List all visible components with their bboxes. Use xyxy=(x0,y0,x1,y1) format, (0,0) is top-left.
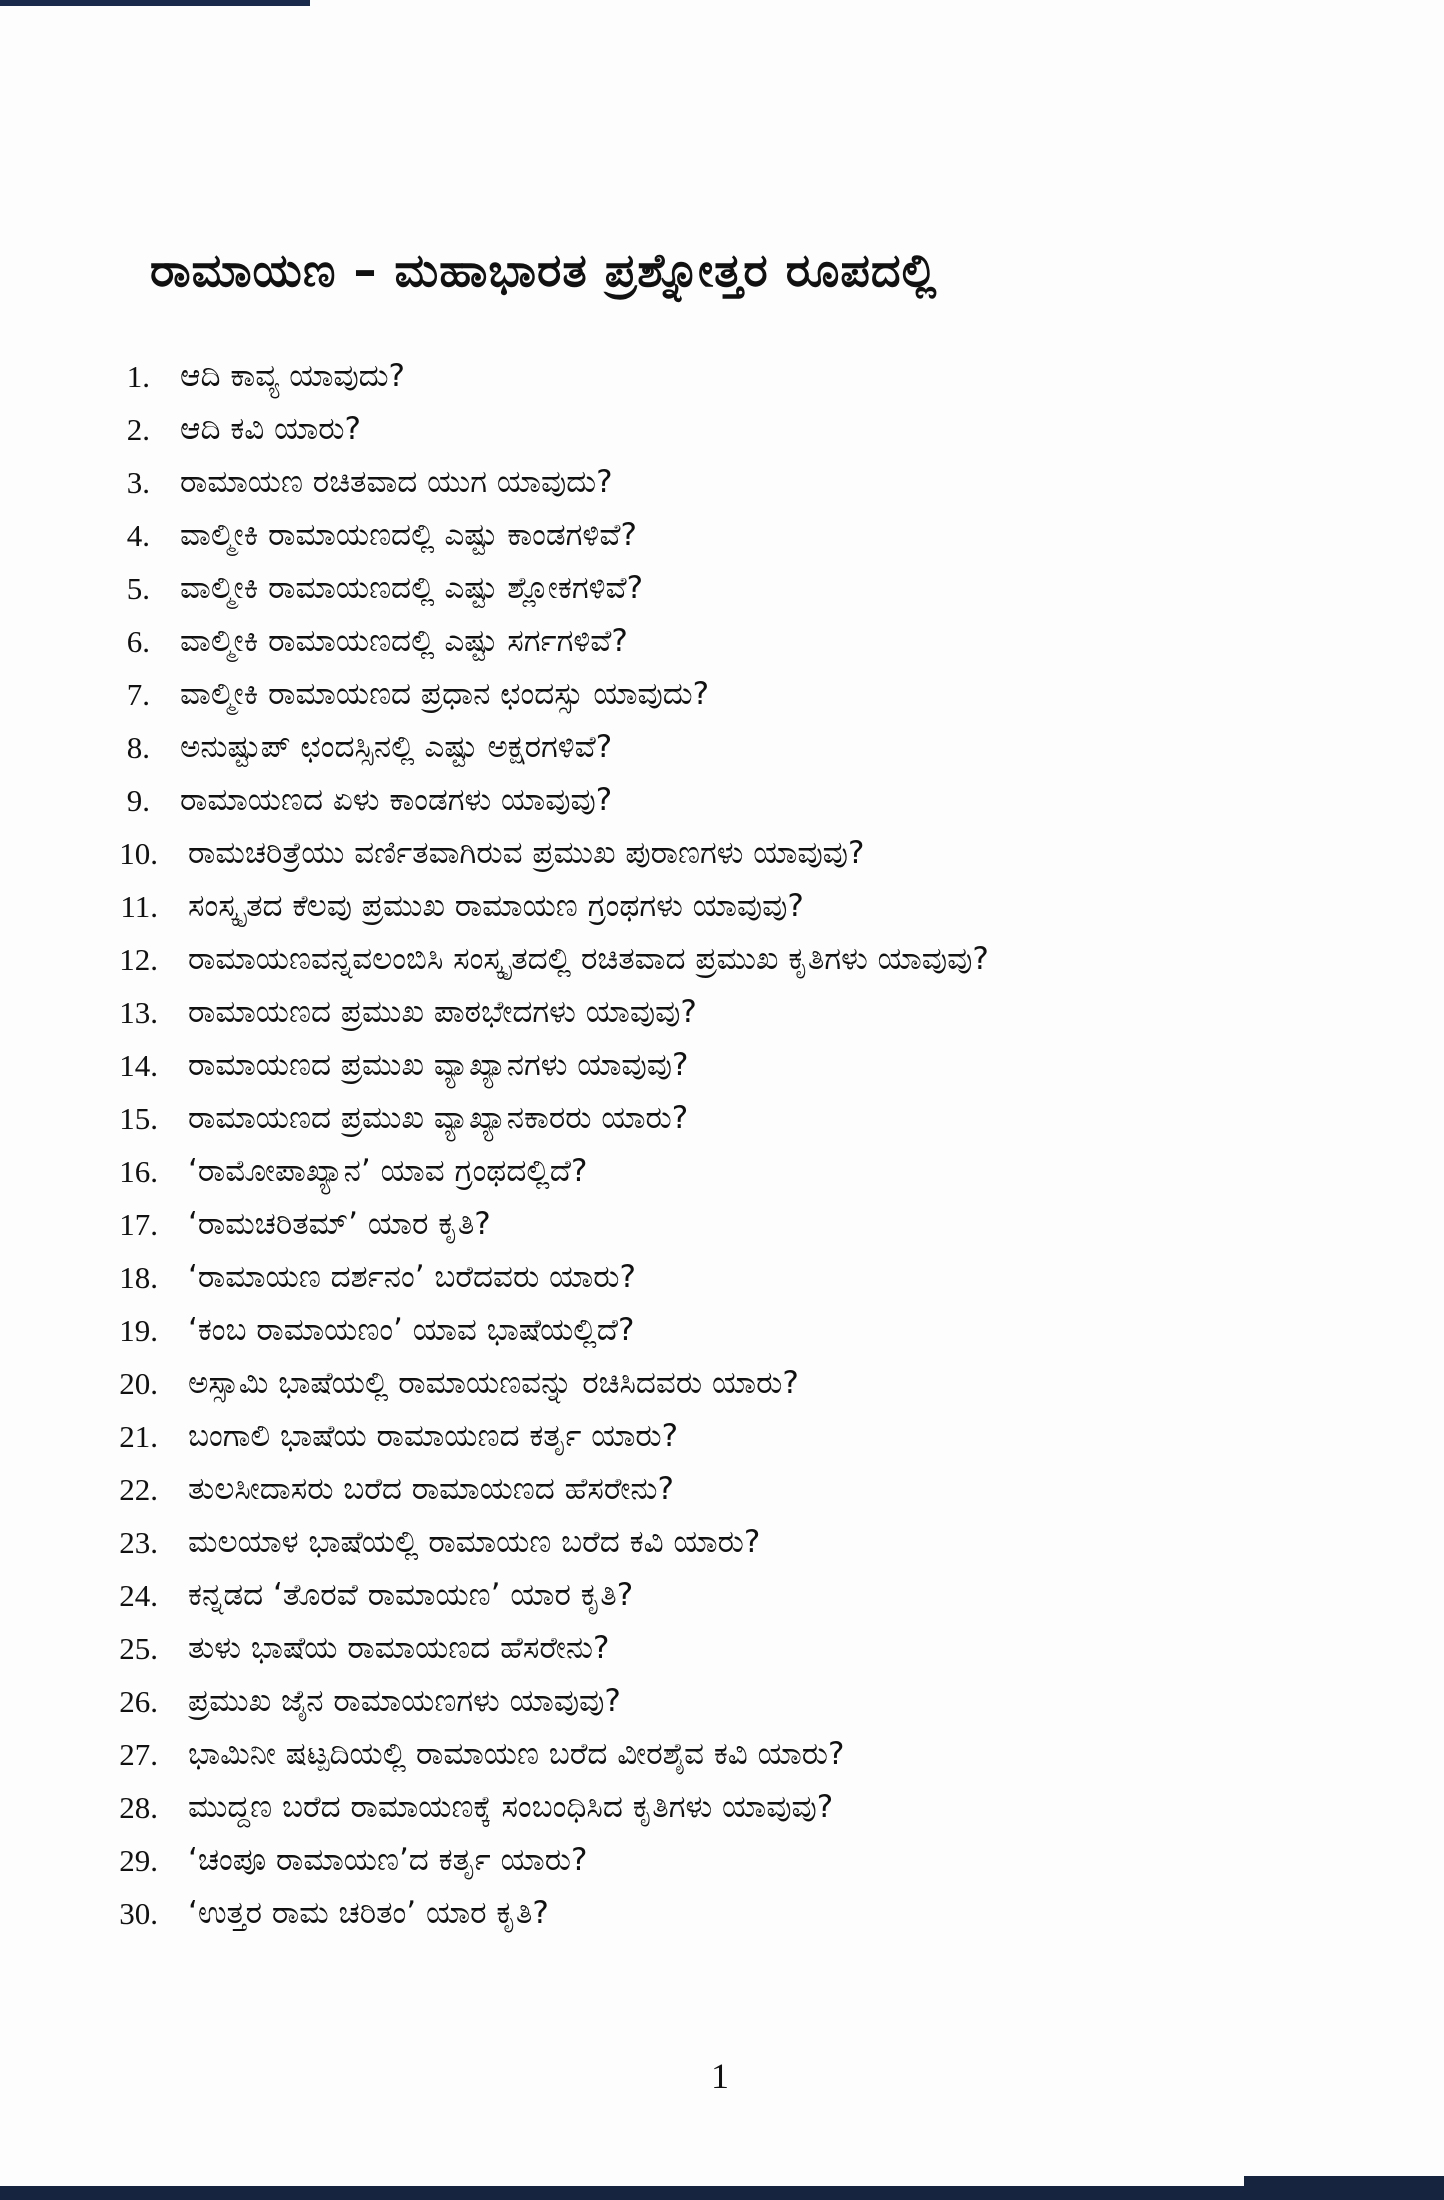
list-item xyxy=(60,615,1360,668)
question-text: ‘ರಾಮೋಪಾಖ್ಯಾನ’ ಯಾವ ಗ್ರಂಥದಲ್ಲಿದೆ? xyxy=(188,1153,588,1189)
question-number: 10. xyxy=(119,836,158,871)
list-item xyxy=(60,1622,1360,1675)
list-item xyxy=(60,721,1360,774)
question-number: 8. xyxy=(126,730,150,765)
list-item xyxy=(60,933,1360,986)
question-number: 16. xyxy=(119,1154,158,1189)
question-number: 27. xyxy=(119,1737,158,1772)
question-number: 26. xyxy=(119,1684,158,1719)
page-title: ರಾಮಾಯಣ – ಮಹಾಭಾರತ ಪ್ರಶ್ನೋತ್ತರ ರೂಪದಲ್ಲಿ xyxy=(150,243,938,297)
question-text: ರಾಮಚರಿತ್ರೆಯು ವರ್ಣಿತವಾಗಿರುವ ಪ್ರಮುಖ ಪುರಾಣಗಳು ಯಾವುವು? xyxy=(188,835,865,871)
question-text: ತುಳು ಭಾಷೆಯ ರಾಮಾಯಣದ ಹೆಸರೇನು? xyxy=(188,1630,610,1666)
question-text: ತುಲಸೀದಾಸರು ಬರೆದ ರಾಮಾಯಣದ ಹೆಸರೇನು? xyxy=(188,1471,674,1507)
question-number: 11. xyxy=(120,889,158,924)
list-item xyxy=(60,827,1360,880)
scan-edge-bottom xyxy=(0,2186,1444,2200)
list-item xyxy=(60,1675,1360,1728)
question-number: 12. xyxy=(119,942,158,977)
list-item xyxy=(60,509,1360,562)
list-item xyxy=(60,1145,1360,1198)
question-number: 4. xyxy=(126,518,150,553)
question-number: 20. xyxy=(119,1366,158,1401)
list-item xyxy=(60,562,1360,615)
question-text: ಆದಿ ಕಾವ್ಯ ಯಾವುದು? xyxy=(180,358,406,394)
question-number: 18. xyxy=(119,1260,158,1295)
question-number: 23. xyxy=(119,1525,158,1560)
question-text: ಅಸ್ಸಾಮಿ ಭಾಷೆಯಲ್ಲಿ ರಾಮಾಯಣವನ್ನು ರಚಿಸಿದವರು ಯಾರು? xyxy=(188,1365,799,1401)
list-item xyxy=(60,1516,1360,1569)
question-number: 15. xyxy=(119,1101,158,1136)
question-text: ವಾಲ್ಮೀಕಿ ರಾಮಾಯಣದಲ್ಲಿ ಎಷ್ಟು ಶ್ಲೋಕಗಳಿವೆ? xyxy=(180,570,644,606)
question-number: 25. xyxy=(119,1631,158,1666)
question-number: 2. xyxy=(126,412,150,447)
question-text: ವಾಲ್ಮೀಕಿ ರಾಮಾಯಣದಲ್ಲಿ ಎಷ್ಟು ಕಾಂಡಗಳಿವೆ? xyxy=(180,517,637,553)
question-text: ರಾಮಾಯಣದ ಪ್ರಮುಖ ಪಾಠಭೇದಗಳು ಯಾವುವು? xyxy=(188,994,697,1030)
list-item xyxy=(60,1039,1360,1092)
list-item xyxy=(60,1410,1360,1463)
question-text: ರಾಮಾಯಣದ ಪ್ರಮುಖ ವ್ಯಾಖ್ಯಾನಕಾರರು ಯಾರು? xyxy=(188,1100,689,1136)
question-text: ‘ಉತ್ತರ ರಾಮ ಚರಿತಂ’ ಯಾರ ಕೃತಿ? xyxy=(188,1895,549,1931)
scan-edge-top xyxy=(0,0,310,6)
question-text: ವಾಲ್ಮೀಕಿ ರಾಮಾಯಣದ ಪ್ರಧಾನ ಛಂದಸ್ಸು ಯಾವುದು? xyxy=(180,676,710,712)
list-item xyxy=(60,1304,1360,1357)
list-item xyxy=(60,1834,1360,1887)
question-text: ಪ್ರಮುಖ ಜೈನ ರಾಮಾಯಣಗಳು ಯಾವುವು? xyxy=(188,1683,621,1719)
question-text: ಆದಿ ಕವಿ ಯಾರು? xyxy=(180,411,361,447)
list-item xyxy=(60,1781,1360,1834)
list-item xyxy=(60,1728,1360,1781)
list-item xyxy=(60,350,1360,403)
question-number: 5. xyxy=(126,571,150,606)
list-item xyxy=(60,456,1360,509)
list-item xyxy=(60,668,1360,721)
question-number: 13. xyxy=(119,995,158,1030)
list-item xyxy=(60,403,1360,456)
question-number: 17. xyxy=(119,1207,158,1242)
question-text: ಅನುಷ್ಟುಪ್ ಛಂದಸ್ಸಿನಲ್ಲಿ ಎಷ್ಟು ಅಕ್ಷರಗಳಿವೆ? xyxy=(180,729,613,765)
question-text: ‘ಚಂಪೂ ರಾಮಾಯಣ’ದ ಕರ್ತೃ ಯಾರು? xyxy=(188,1842,588,1878)
question-number: 6. xyxy=(126,624,150,659)
list-item xyxy=(60,880,1360,933)
scan-edge-bottom-right xyxy=(1244,2176,1444,2200)
list-item xyxy=(60,1569,1360,1622)
question-number: 30. xyxy=(119,1896,158,1931)
question-number: 9. xyxy=(126,783,150,818)
question-text: ರಾಮಾಯಣದ ಏಳು ಕಾಂಡಗಳು ಯಾವುವು? xyxy=(180,782,613,818)
question-number: 7. xyxy=(126,677,150,712)
question-text: ‘ಕಂಬ ರಾಮಾಯಣಂ’ ಯಾವ ಭಾಷೆಯಲ್ಲಿದೆ? xyxy=(188,1312,635,1348)
list-item xyxy=(60,774,1360,827)
document-page xyxy=(60,240,1380,2140)
list-item xyxy=(60,1887,1360,1940)
list-item xyxy=(60,1198,1360,1251)
question-text: ಕನ್ನಡದ ‘ತೊರವೆ ರಾಮಾಯಣ’ ಯಾರ ಕೃತಿ? xyxy=(188,1577,634,1613)
list-item xyxy=(60,1251,1360,1304)
question-number: 14. xyxy=(119,1048,158,1083)
question-text: ರಾಮಾಯಣದ ಪ್ರಮುಖ ವ್ಯಾಖ್ಯಾನಗಳು ಯಾವುವು? xyxy=(188,1047,689,1083)
question-number: 29. xyxy=(119,1843,158,1878)
question-list xyxy=(60,350,1360,1940)
list-item xyxy=(60,986,1360,1039)
question-text: ವಾಲ್ಮೀಕಿ ರಾಮಾಯಣದಲ್ಲಿ ಎಷ್ಟು ಸರ್ಗಗಳಿವೆ? xyxy=(180,623,628,659)
question-text: ರಾಮಾಯಣವನ್ನವಲಂಬಿಸಿ ಸಂಸ್ಕೃತದಲ್ಲಿ ರಚಿತವಾದ ಪ್ರಮುಖ ಕೃತಿಗಳು ಯಾವುವು? xyxy=(188,941,989,977)
question-text: ಭಾಮಿನೀ ಷಟ್ಪದಿಯಲ್ಲಿ ರಾಮಾಯಣ ಬರೆದ ವೀರಶೈವ ಕವಿ ಯಾರು? xyxy=(188,1736,845,1772)
question-number: 28. xyxy=(119,1790,158,1825)
question-text: ಮುದ್ದಣ ಬರೆದ ರಾಮಾಯಣಕ್ಕೆ ಸಂಬಂಧಿಸಿದ ಕೃತಿಗಳು ಯಾವುವು? xyxy=(188,1789,834,1825)
question-number: 21. xyxy=(119,1419,158,1454)
list-item xyxy=(60,1357,1360,1410)
question-number: 22. xyxy=(119,1472,158,1507)
question-text: ಮಲಯಾಳ ಭಾಷೆಯಲ್ಲಿ ರಾಮಾಯಣ ಬರೆದ ಕವಿ ಯಾರು? xyxy=(188,1524,761,1560)
question-text: ಸಂಸ್ಕೃತದ ಕೆಲವು ಪ್ರಮುಖ ರಾಮಾಯಣ ಗ್ರಂಥಗಳು ಯಾವುವು? xyxy=(188,888,804,924)
list-item xyxy=(60,1463,1360,1516)
question-text: ‘ರಾಮಚರಿತಮ್’ ಯಾರ ಕೃತಿ? xyxy=(188,1206,491,1242)
question-text: ‘ರಾಮಾಯಣ ದರ್ಶನಂ’ ಬರೆದವರು ಯಾರು? xyxy=(188,1259,636,1295)
question-text: ರಾಮಾಯಣ ರಚಿತವಾದ ಯುಗ ಯಾವುದು? xyxy=(180,464,613,500)
question-text: ಬಂಗಾಲಿ ಭಾಷೆಯ ರಾಮಾಯಣದ ಕರ್ತೃ ಯಾರು? xyxy=(188,1418,679,1454)
list-item xyxy=(60,1092,1360,1145)
question-number: 24. xyxy=(119,1578,158,1613)
question-number: 1. xyxy=(126,359,150,394)
question-number: 3. xyxy=(126,465,150,500)
question-number: 19. xyxy=(119,1313,158,1348)
page-number: 1 xyxy=(711,2056,729,2096)
